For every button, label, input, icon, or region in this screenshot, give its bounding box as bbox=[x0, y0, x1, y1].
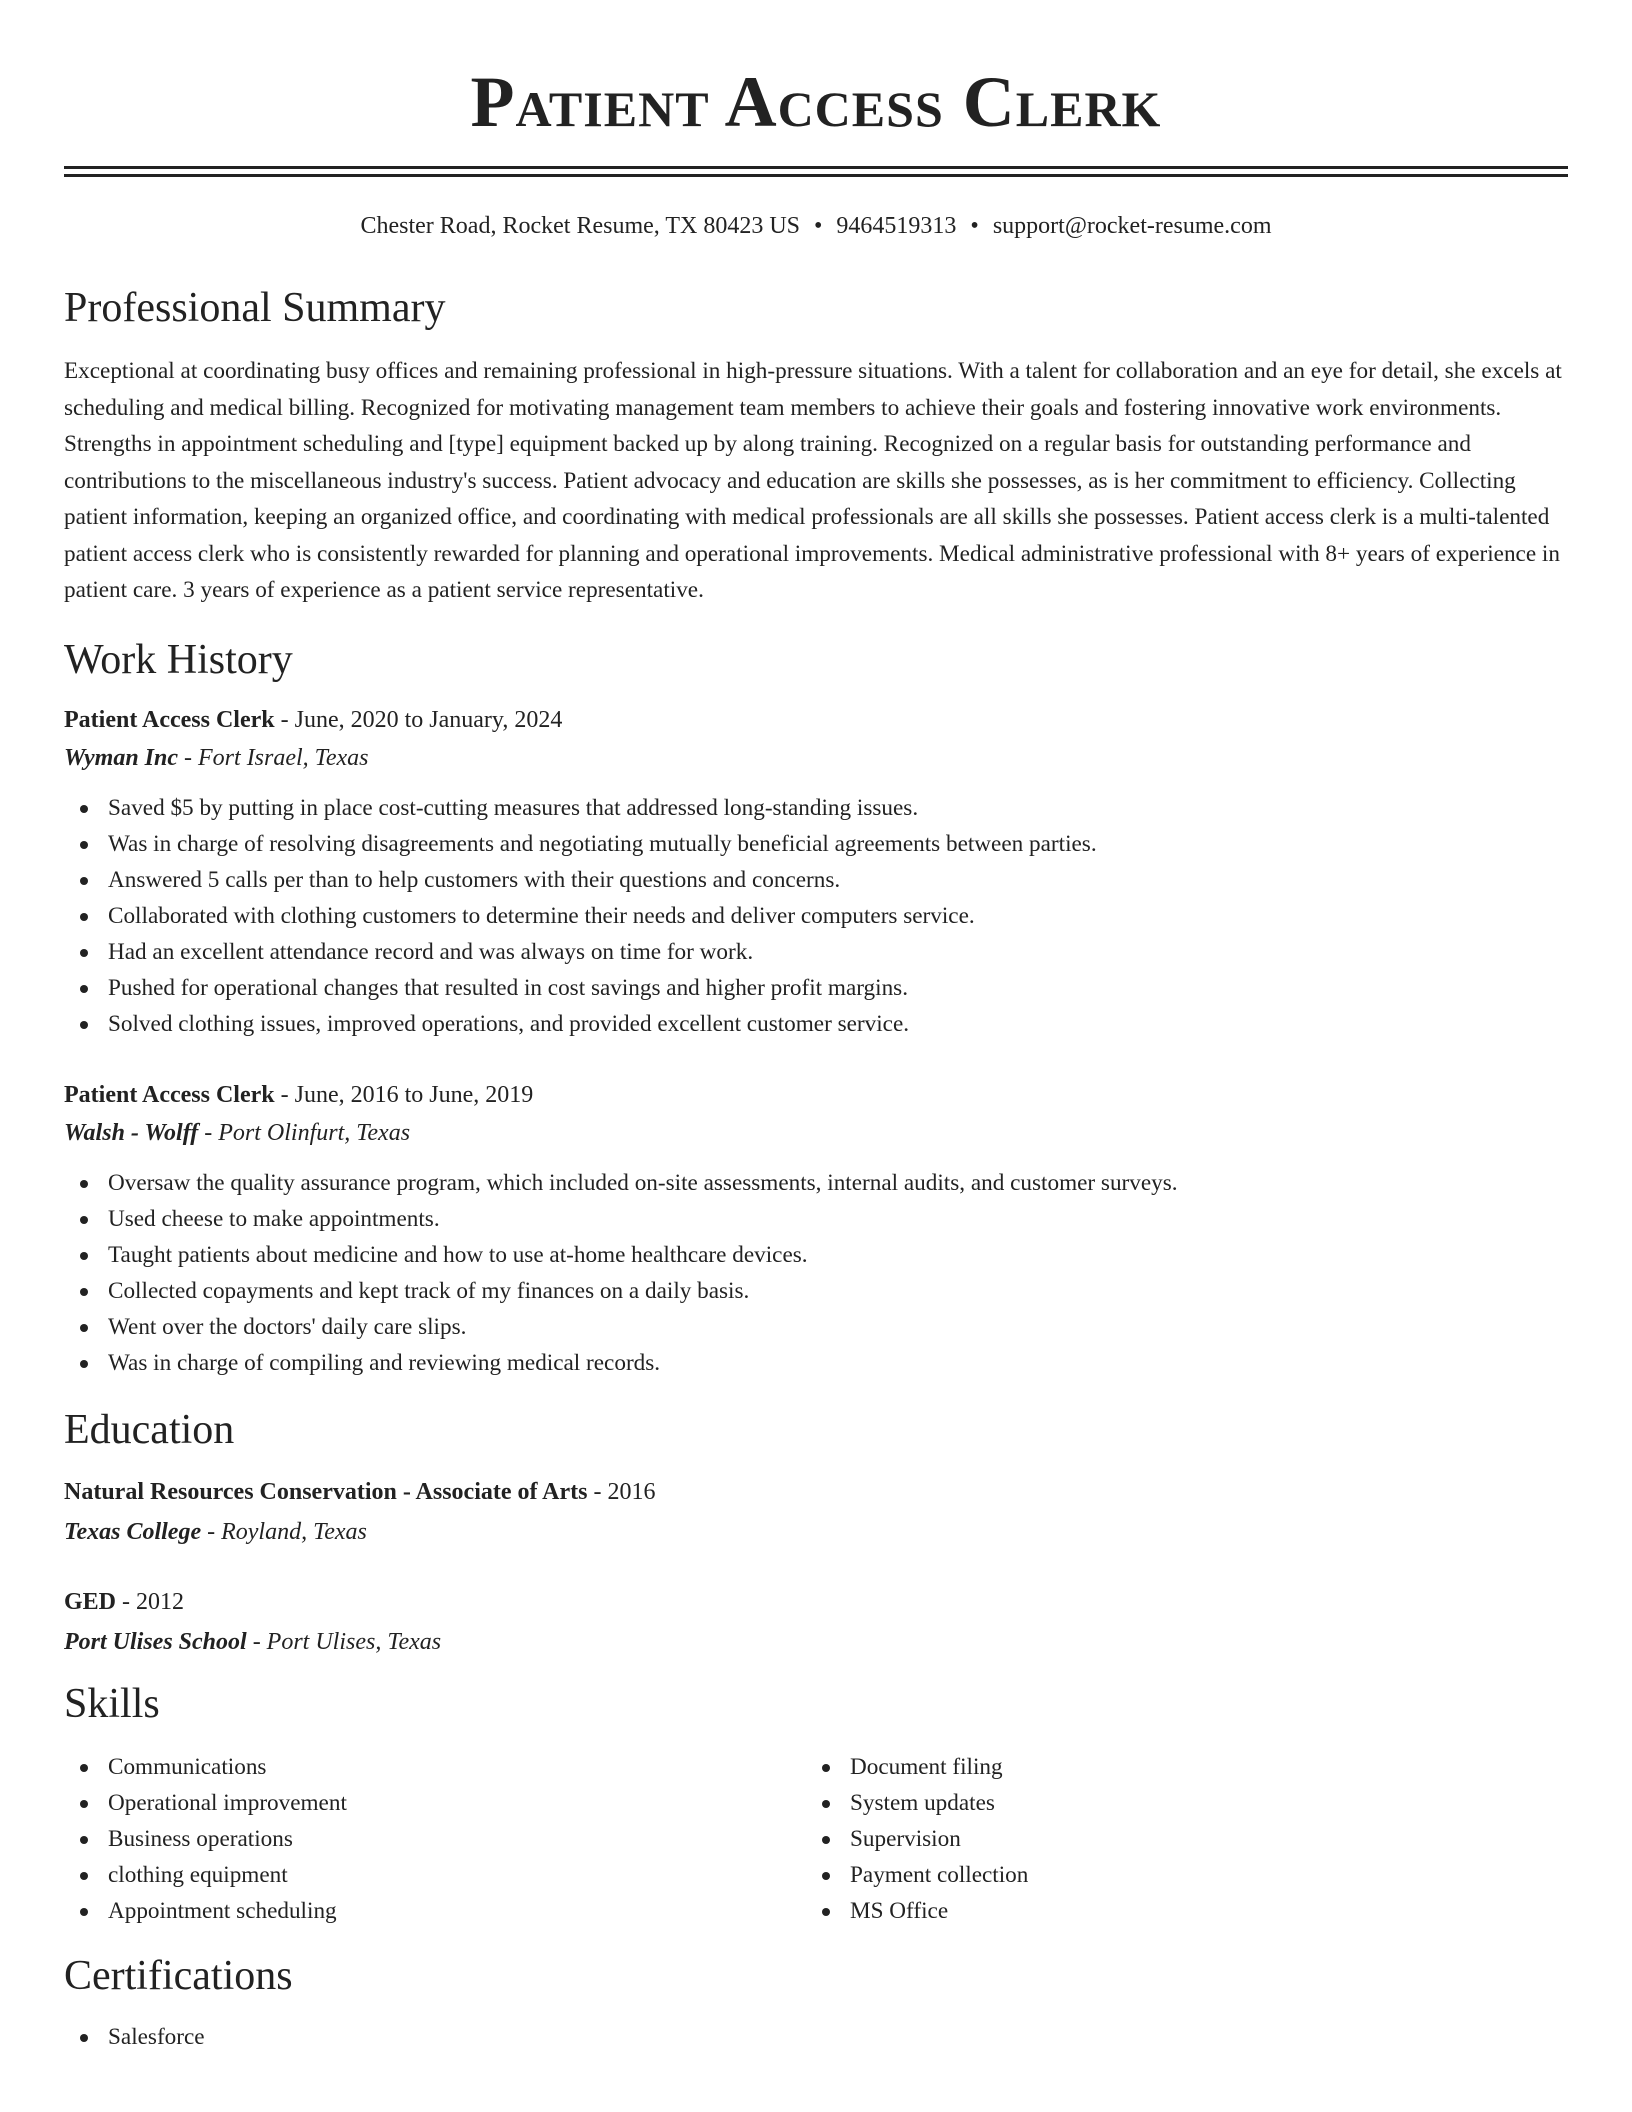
job-dates: - June, 2016 to June, 2019 bbox=[274, 1081, 534, 1108]
school-line bbox=[64, 1517, 1568, 1547]
degree-year: - 2012 bbox=[116, 1588, 185, 1615]
degree-name: GED bbox=[64, 1588, 117, 1615]
contact-separator: • bbox=[970, 213, 979, 239]
list-item: Document filing bbox=[806, 1749, 1548, 1785]
summary-heading: Professional Summary bbox=[64, 285, 446, 331]
list-item: Communications bbox=[64, 1749, 806, 1785]
list-item: Used cheese to make appointments. bbox=[64, 1201, 1568, 1237]
list-item: Was in charge of compiling and reviewing medical records. bbox=[64, 1345, 1568, 1381]
job-entry bbox=[64, 705, 1568, 1042]
company-location: - Fort Israel, Texas bbox=[178, 744, 369, 771]
school-location: - Royland, Texas bbox=[201, 1518, 367, 1545]
list-item: Was in charge of resolving disagreements and negotiating mutually beneficial agreements between parties. bbox=[64, 826, 1568, 862]
degree-line bbox=[64, 1587, 1568, 1617]
list-item: Taught patients about medicine and how to use at-home healthcare devices. bbox=[64, 1237, 1568, 1273]
certifications-heading: Certifications bbox=[64, 1952, 293, 1999]
job-title-line bbox=[64, 1080, 1568, 1110]
job-title: Patient Access Clerk bbox=[64, 706, 275, 733]
list-item: Supervision bbox=[806, 1821, 1548, 1857]
list-item: Saved $5 by putting in place cost-cutting measures that addressed long-standing issues. bbox=[64, 790, 1568, 826]
title-rule-top bbox=[64, 166, 1568, 169]
company-name: Walsh - Wolff bbox=[64, 1119, 199, 1146]
list-item: Appointment scheduling bbox=[64, 1893, 806, 1929]
skills-columns bbox=[64, 1749, 1568, 1929]
summary-text: Exceptional at coordinating busy offices and remaining professional in high-pressure situations. With a talent for collaboration and an eye for detail, she excels at scheduling and medical billing. Recognized for motivating management team members to achieve their goals and fostering innovative work environments. Strengths in appointment scheduling and [type] equipment backed up by along training. Recognized on a regular basis for outstanding performance and contributions to the miscellaneous industry's success. Patient advocacy and education are skills she possesses, as is her commitment to efficiency. Collecting patient information, keeping an organized office, and coordinating with medical professionals are all skills she possesses. Patient access clerk is a multi-talented patient access clerk who is consistently rewarded for planning and operational improvements. Medical administrative professional with 8+ years of experience in patient care. 3 years of experience as a patient service representative. bbox=[64, 358, 1562, 603]
skills-list-left bbox=[64, 1749, 806, 1929]
company-name: Wyman Inc bbox=[64, 744, 179, 771]
skills-list-right bbox=[806, 1749, 1548, 1929]
job-dates: - June, 2020 to January, 2024 bbox=[274, 706, 563, 733]
list-item: Answered 5 calls per than to help customers with their questions and concerns. bbox=[64, 862, 1568, 898]
contact-separator: • bbox=[814, 213, 823, 239]
school-name: Port Ulises School bbox=[64, 1628, 247, 1655]
list-item: Pushed for operational changes that resulted in cost savings and higher profit margins. bbox=[64, 970, 1568, 1006]
job-title-line bbox=[64, 705, 1568, 735]
skills-heading: Skills bbox=[64, 1680, 160, 1727]
school-line bbox=[64, 1627, 1568, 1657]
school-location: - Port Ulises, Texas bbox=[246, 1628, 442, 1655]
list-item: MS Office bbox=[806, 1893, 1548, 1929]
list-item: Payment collection bbox=[806, 1857, 1548, 1893]
certifications-section bbox=[64, 2019, 1568, 2055]
list-item: Salesforce bbox=[64, 2019, 1568, 2055]
job-title: Patient Access Clerk bbox=[64, 1081, 275, 1108]
resume-title: Patient Access Clerk bbox=[470, 62, 1162, 142]
title-rule-bottom bbox=[64, 174, 1568, 177]
education-entry bbox=[64, 1587, 1568, 1657]
resume-page bbox=[64, 0, 1568, 2055]
work-history-heading: Work History bbox=[64, 636, 293, 683]
list-item: Solved clothing issues, improved operations, and provided excellent customer service. bbox=[64, 1006, 1568, 1042]
list-item: Went over the doctors' daily care slips. bbox=[64, 1309, 1568, 1345]
list-item: System updates bbox=[806, 1785, 1548, 1821]
list-item: Collected copayments and kept track of my finances on a daily basis. bbox=[64, 1273, 1568, 1309]
contact-address: Chester Road, Rocket Resume, TX 80423 US bbox=[360, 213, 800, 239]
degree-year: - 2016 bbox=[587, 1478, 656, 1505]
company-line bbox=[64, 743, 1568, 773]
list-item: Business operations bbox=[64, 1821, 806, 1857]
contact-line bbox=[64, 211, 1568, 241]
school-name: Texas College bbox=[64, 1518, 202, 1545]
job-bullets bbox=[64, 790, 1568, 1042]
company-location: - Port Olinfurt, Texas bbox=[198, 1119, 411, 1146]
certifications-list bbox=[64, 2019, 1568, 2055]
list-item: Had an excellent attendance record and was always on time for work. bbox=[64, 934, 1568, 970]
company-line bbox=[64, 1118, 1568, 1148]
contact-email: support@rocket-resume.com bbox=[992, 213, 1272, 239]
job-bullets bbox=[64, 1165, 1568, 1381]
degree-line bbox=[64, 1477, 1568, 1507]
contact-phone: 9464519313 bbox=[836, 213, 957, 239]
list-item: Oversaw the quality assurance program, which included on-site assessments, internal audits, and customer surveys. bbox=[64, 1165, 1568, 1201]
education-heading: Education bbox=[64, 1406, 235, 1453]
education-entry bbox=[64, 1477, 1568, 1547]
degree-name: Natural Resources Conservation - Associate of Arts bbox=[64, 1478, 588, 1505]
list-item: clothing equipment bbox=[64, 1857, 806, 1893]
job-entry bbox=[64, 1080, 1568, 1381]
list-item: Operational improvement bbox=[64, 1785, 806, 1821]
list-item: Collaborated with clothing customers to determine their needs and deliver computers service. bbox=[64, 898, 1568, 934]
